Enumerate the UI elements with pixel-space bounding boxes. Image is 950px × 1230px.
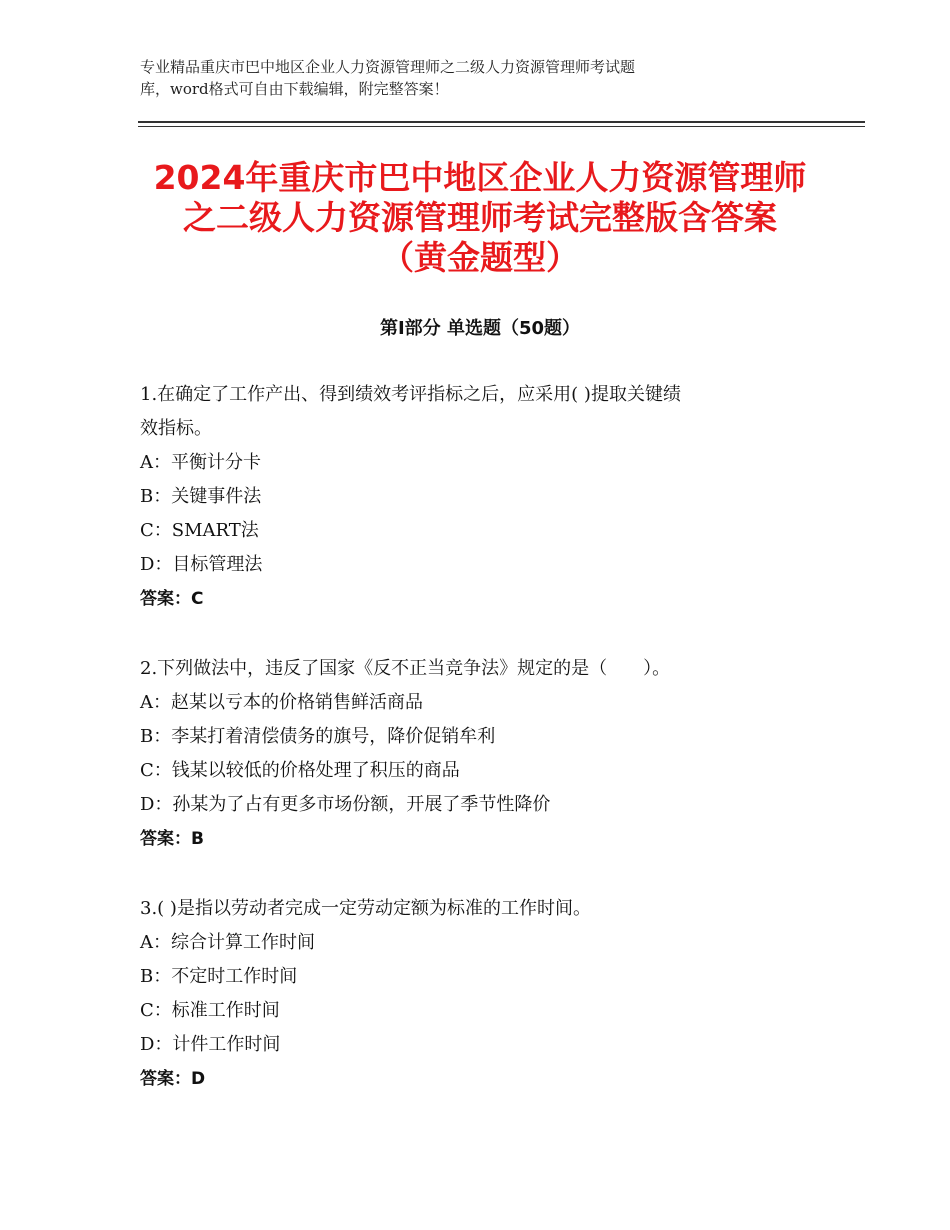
header-note-line: 专业精品重庆市巴中地区企业人力资源管理师之二级人力资源管理师考试题 (140, 58, 636, 76)
answer: 答案：B (140, 829, 204, 849)
option-a: A：综合计算工作时间 (140, 932, 315, 953)
question-stem: 2.下列做法中，违反了国家《反不正当竞争法》规定的是（ ）。 (140, 658, 671, 679)
option-c: C：SMART法 (140, 520, 259, 541)
option-d: D：孙某为了占有更多市场份额，开展了季节性降价 (140, 794, 551, 815)
option-c: C：钱某以较低的价格处理了积压的商品 (140, 760, 460, 781)
title-line: （黄金题型） (381, 238, 579, 277)
question-2 (140, 652, 820, 856)
header-divider (138, 121, 865, 123)
option-a: A：赵某以亏本的价格销售鲜活商品 (140, 692, 423, 713)
option-b: B：不定时工作时间 (140, 966, 298, 987)
document-title (80, 158, 880, 278)
option-b: B：李某打着清偿债务的旗号，降价促销牟利 (140, 726, 496, 747)
question-stem: 效指标。 (140, 418, 212, 439)
question-1 (140, 378, 820, 616)
section-heading: 第Ⅰ部分 单选题（50题） (379, 318, 580, 339)
header-note-line: 库，word格式可自由下载编辑，附完整答案！ (140, 80, 449, 98)
answer: 答案：D (140, 1069, 206, 1089)
header-divider-thin (138, 126, 865, 127)
option-c: C：标准工作时间 (140, 1000, 280, 1021)
title-line: 2024年重庆市巴中地区企业人力资源管理师 (153, 158, 807, 197)
option-d: D：目标管理法 (140, 554, 263, 575)
option-b: B：关键事件法 (140, 486, 262, 507)
option-a: A：平衡计分卡 (140, 452, 261, 473)
question-stem: 3.( )是指以劳动者完成一定劳动定额为标准的工作时间。 (140, 898, 591, 919)
question-stem: 1.在确定了工作产出、得到绩效考评指标之后，应采用( )提取关键绩 (140, 384, 681, 405)
question-3 (140, 892, 820, 1096)
option-d: D：计件工作时间 (140, 1034, 281, 1055)
answer: 答案：C (140, 589, 204, 609)
title-line: 之二级人力资源管理师考试完整版含答案 (183, 198, 777, 237)
header-note (140, 56, 780, 100)
